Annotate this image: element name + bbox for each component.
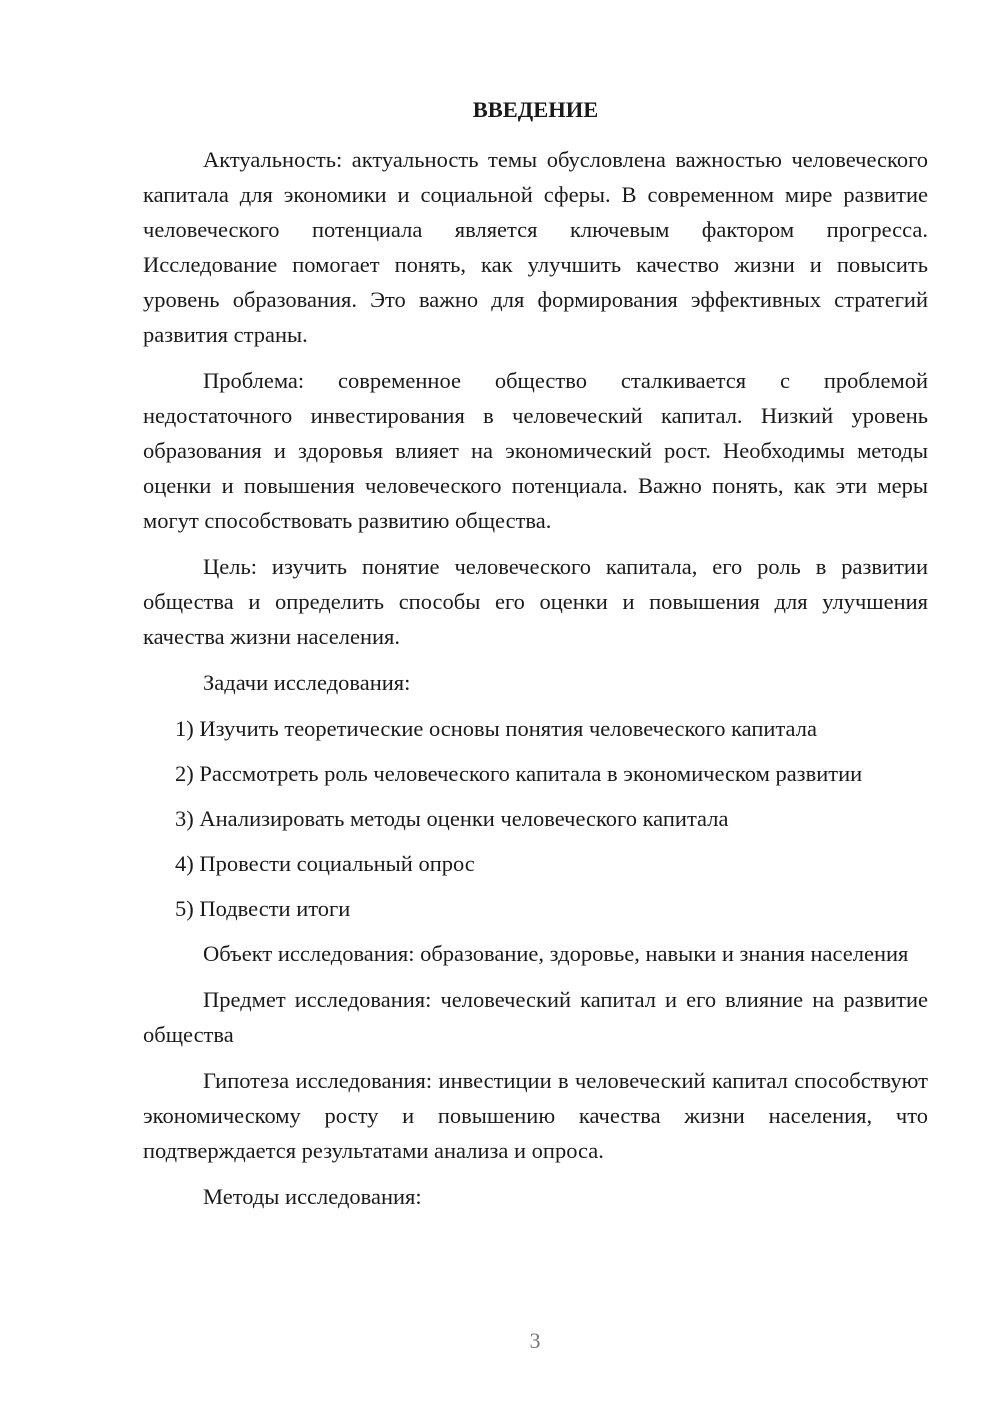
page-number: 3 xyxy=(529,1328,541,1353)
paragraph-subject: Предмет исследования: человеческий капитал и его влияние на развитие общества xyxy=(143,987,928,1047)
paragraph-goal: Цель: изучить понятие человеческого капитала, его роль в развитии общества и определить способы его оценки и повышения для улучшения качества жизни населения. xyxy=(143,554,928,649)
document-page xyxy=(143,92,928,1225)
paragraph-problem: Проблема: современное общество сталкивается с проблемой недостаточного инвестирования в человеческий капитал. Низкий уровень образования и здоровья влияет на экономический рост. Необходимы методы оценки и повышения человеческого потенциала. Важно понять, как эти меры могут способствовать развитию общества. xyxy=(143,368,928,533)
task-item: 4) Провести социальный опрос xyxy=(175,851,475,876)
paragraph-object: Объект исследования: образование, здоровье, навыки и знания населения xyxy=(203,941,909,966)
page-title: ВВЕДЕНИЕ xyxy=(472,97,599,122)
task-item: 3) Анализировать методы оценки человеческого капитала xyxy=(175,806,729,831)
task-item: 2) Рассмотреть роль человеческого капитала в экономическом развитии xyxy=(175,761,863,786)
task-item: 1) Изучить теоретические основы понятия человеческого капитала xyxy=(175,716,817,741)
methods-heading: Методы исследования: xyxy=(203,1184,422,1209)
paragraph-hypothesis: Гипотеза исследования: инвестиции в человеческий капитал способствуют экономическому росту и повышению качества жизни населения, что подтверждается результатами анализа и опроса. xyxy=(143,1068,928,1163)
tasks-heading: Задачи исследования: xyxy=(203,670,411,695)
paragraph-relevance: Актуальность: актуальность темы обусловлена важностью человеческого капитала для экономики и социальной сферы. В современном мире развитие человеческого потенциала является ключевым фактором прогресса. Исследование помогает понять, как улучшить качество жизни и повысить уровень образования. Это важно для формирования эффективных стратегий развития страны. xyxy=(143,147,928,347)
task-item: 5) Подвести итоги xyxy=(175,896,351,921)
